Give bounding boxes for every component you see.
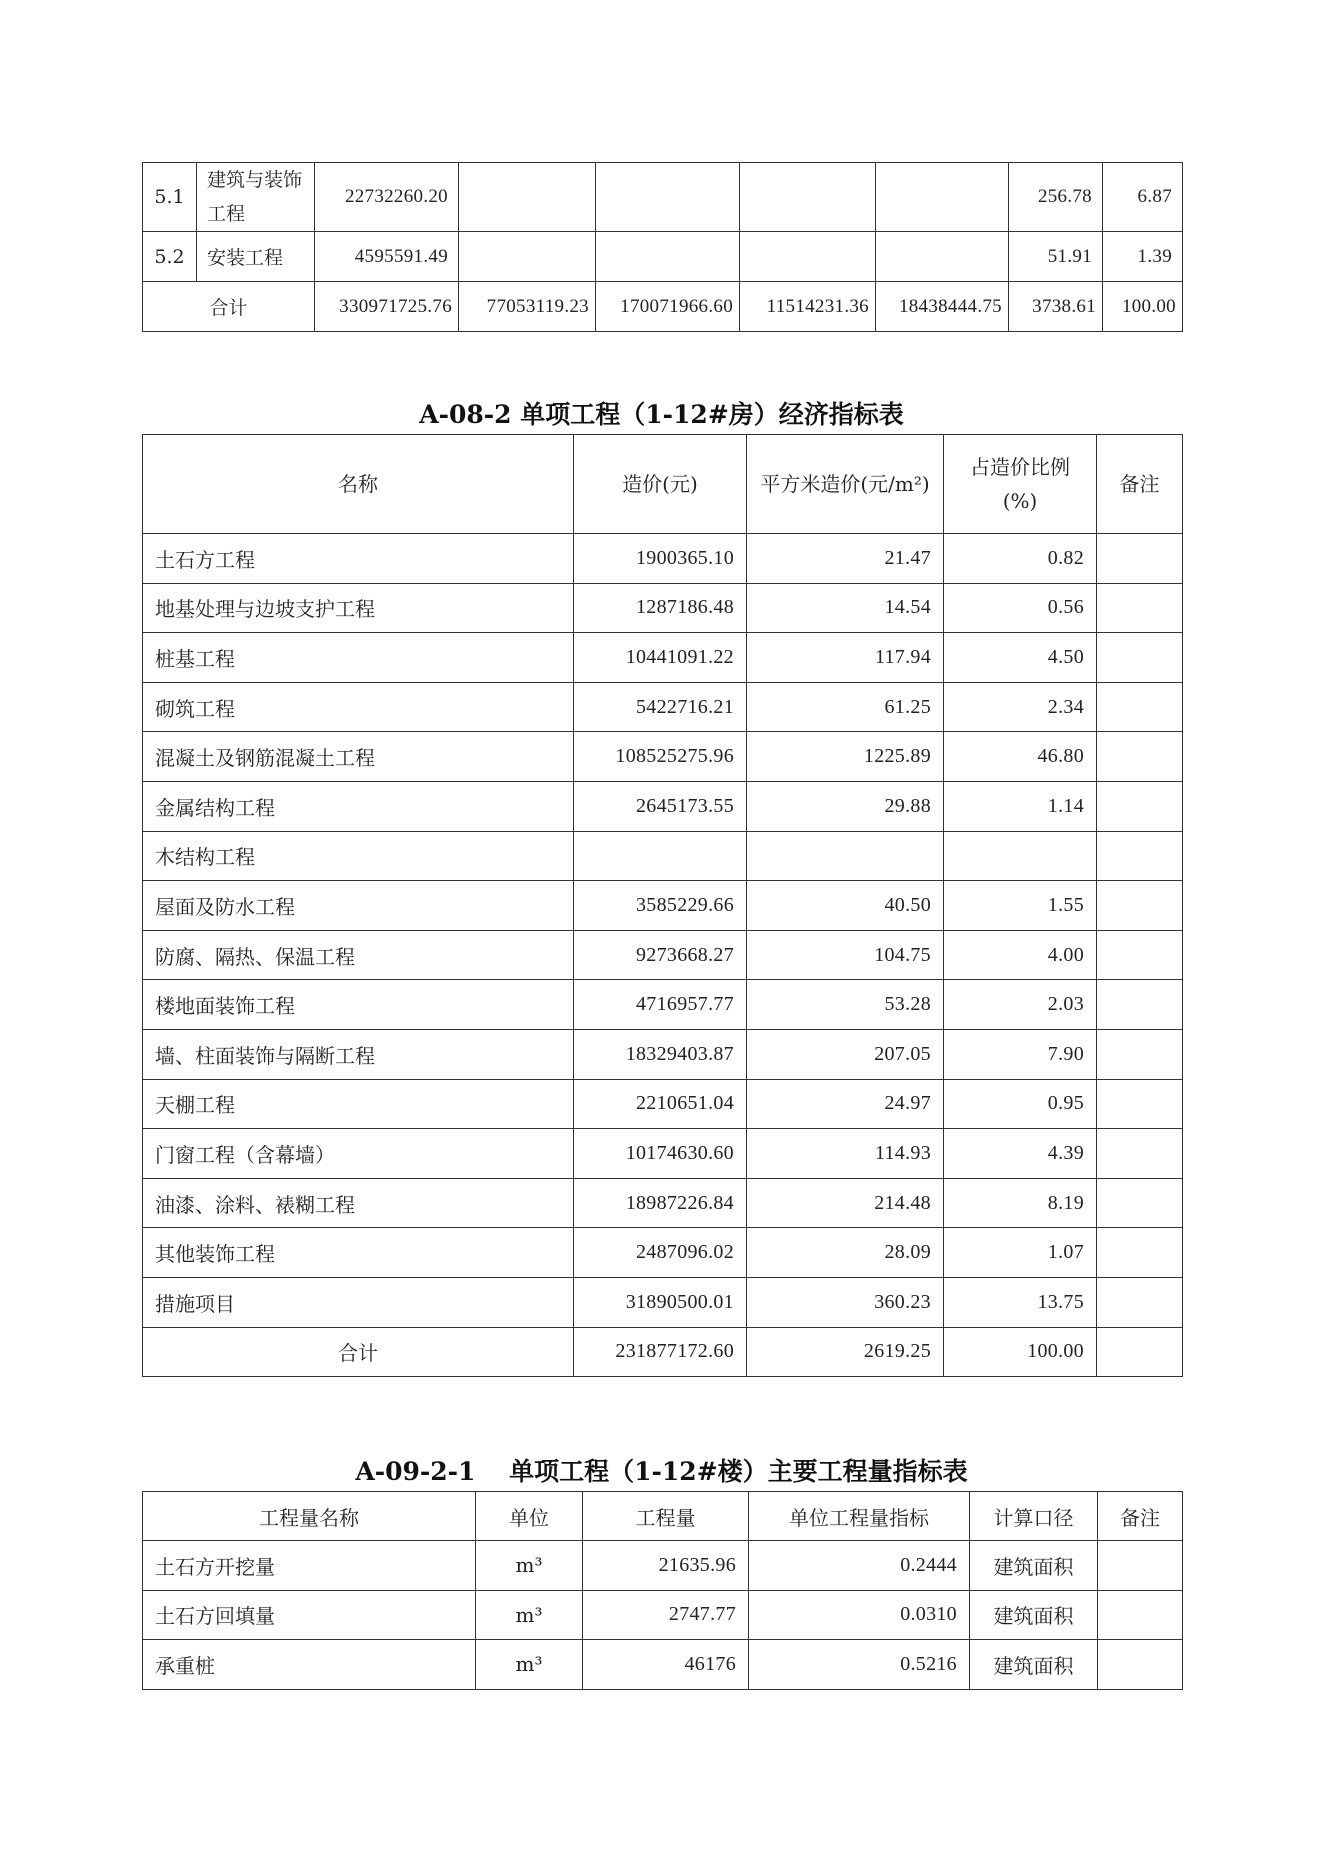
table-row: [143, 831, 1183, 881]
table-row: [143, 633, 1183, 683]
total-value: 77053119.23: [459, 282, 596, 332]
ratio-value: 7.90: [944, 1029, 1097, 1079]
table-row: [143, 163, 1183, 232]
table-title-a09-2-1: A-09-2-1 单项工程（1-12#楼）主要工程量指标表: [355, 1457, 968, 1486]
unit-cell: m³: [476, 1590, 583, 1640]
header-quantity-name: 工程量名称: [143, 1492, 476, 1541]
ratio-value: 2.03: [944, 980, 1097, 1030]
item-name: 措施项目: [143, 1277, 574, 1327]
item-name: 楼地面装饰工程: [143, 980, 574, 1030]
cost-value: 10174630.60: [574, 1129, 747, 1179]
cost-value: 108525275.96: [574, 732, 747, 782]
item-name: 屋面及防水工程: [143, 881, 574, 931]
cell-value: 256.78: [1009, 163, 1103, 232]
table-row: [143, 583, 1183, 633]
cell-value: [740, 232, 876, 282]
total-value: 330971725.76: [315, 282, 459, 332]
basis-cell: 建筑面积: [970, 1541, 1098, 1591]
cell-value: 22732260.20: [315, 163, 459, 232]
ratio-value: 4.50: [944, 633, 1097, 683]
item-name: 地基处理与边坡支护工程: [143, 583, 574, 633]
ratio-value: 2.34: [944, 682, 1097, 732]
header-unit-index: 单位工程量指标: [749, 1492, 970, 1541]
header-unit: 单位: [476, 1492, 583, 1541]
cost-value: 5422716.21: [574, 682, 747, 732]
cell-value: [876, 232, 1009, 282]
unit-cost-value: 21.47: [747, 534, 944, 584]
cell-value: [459, 232, 596, 282]
unit-cost-value: 214.48: [747, 1178, 944, 1228]
ratio-value: 1.55: [944, 881, 1097, 931]
ratio-value: 4.39: [944, 1129, 1097, 1179]
remark-cell: [1097, 1327, 1183, 1377]
total-value: 18438444.75: [876, 282, 1009, 332]
remark-cell: [1097, 732, 1183, 782]
table-row: [143, 1541, 1183, 1591]
remark-cell: [1097, 1079, 1183, 1129]
cost-value: 1287186.48: [574, 583, 747, 633]
economic-index-table: [142, 434, 1183, 1377]
remark-cell: [1098, 1590, 1183, 1640]
ratio-value: 0.82: [944, 534, 1097, 584]
item-name: 桩基工程: [143, 633, 574, 683]
quantity-name: 承重桩: [143, 1640, 476, 1690]
header-basis: 计算口径: [970, 1492, 1098, 1541]
unit-cost-value: [747, 831, 944, 881]
quantity-index-table: [142, 1491, 1183, 1690]
table-header-row: [143, 1492, 1183, 1541]
cost-value: 18329403.87: [574, 1029, 747, 1079]
remark-cell: [1097, 633, 1183, 683]
remark-cell: [1097, 1277, 1183, 1327]
unit-cost-value: 117.94: [747, 633, 944, 683]
unit-cost-value: 207.05: [747, 1029, 944, 1079]
quantity-name: 土石方回填量: [143, 1590, 476, 1640]
unit-cost-value: 114.93: [747, 1129, 944, 1179]
cell-value: 51.91: [1009, 232, 1103, 282]
remark-cell: [1097, 881, 1183, 931]
total-value: 100.00: [1103, 282, 1183, 332]
table-row: [143, 1129, 1183, 1179]
cost-value: 2210651.04: [574, 1079, 747, 1129]
item-name: 木结构工程: [143, 831, 574, 881]
header-cost: 造价(元): [574, 435, 747, 534]
remark-cell: [1097, 1029, 1183, 1079]
cost-value: 2487096.02: [574, 1228, 747, 1278]
quantity-name: 土石方开挖量: [143, 1541, 476, 1591]
table-row: [143, 1228, 1183, 1278]
table-row: [143, 781, 1183, 831]
cell-value: [876, 163, 1009, 232]
total-row: [143, 282, 1183, 332]
item-name: 安装工程: [197, 232, 315, 282]
unit-index-value: 0.2444: [749, 1541, 970, 1591]
item-name: 油漆、涂料、裱糊工程: [143, 1178, 574, 1228]
item-name: 土石方工程: [143, 534, 574, 584]
unit-cost-value: 40.50: [747, 881, 944, 931]
item-name: 混凝土及钢筋混凝土工程: [143, 732, 574, 782]
quantity-value: 2747.77: [583, 1590, 749, 1640]
table-row: [143, 534, 1183, 584]
table-row: [143, 1590, 1183, 1640]
total-value: 170071966.60: [596, 282, 740, 332]
remark-cell: [1097, 534, 1183, 584]
item-name: 墙、柱面装饰与隔断工程: [143, 1029, 574, 1079]
unit-cost-value: 61.25: [747, 682, 944, 732]
ratio-value: 13.75: [944, 1277, 1097, 1327]
remark-cell: [1098, 1541, 1183, 1591]
remark-cell: [1097, 831, 1183, 881]
total-value: 11514231.36: [740, 282, 876, 332]
header-quantity: 工程量: [583, 1492, 749, 1541]
table-row: [143, 232, 1183, 282]
cost-value: 9273668.27: [574, 930, 747, 980]
unit-cell: m³: [476, 1640, 583, 1690]
cost-value: 10441091.22: [574, 633, 747, 683]
total-label: 合计: [143, 1327, 574, 1377]
unit-index-value: 0.0310: [749, 1590, 970, 1640]
ratio-value: [944, 831, 1097, 881]
remark-cell: [1097, 1129, 1183, 1179]
remark-cell: [1097, 583, 1183, 633]
ratio-value: 0.95: [944, 1079, 1097, 1129]
cost-value: 4716957.77: [574, 980, 747, 1030]
unit-cost-value: 53.28: [747, 980, 944, 1030]
basis-cell: 建筑面积: [970, 1590, 1098, 1640]
table-row: [143, 732, 1183, 782]
quantity-value: 21635.96: [583, 1541, 749, 1591]
cell-value: 1.39: [1103, 232, 1183, 282]
cell-value: [459, 163, 596, 232]
remark-cell: [1097, 1178, 1183, 1228]
cost-summary-table-fragment: [142, 162, 1183, 332]
unit-cost-value: 24.97: [747, 1079, 944, 1129]
item-name: 金属结构工程: [143, 781, 574, 831]
total-unit-cost: 2619.25: [747, 1327, 944, 1377]
table-row: [143, 1277, 1183, 1327]
table-row: [143, 930, 1183, 980]
total-value: 3738.61: [1009, 282, 1103, 332]
cost-value: 31890500.01: [574, 1277, 747, 1327]
ratio-value: 1.07: [944, 1228, 1097, 1278]
table-row: [143, 881, 1183, 931]
remark-cell: [1097, 781, 1183, 831]
cost-value: 1900365.10: [574, 534, 747, 584]
ratio-value: 4.00: [944, 930, 1097, 980]
cell-value: 4595591.49: [315, 232, 459, 282]
cell-value: [596, 232, 740, 282]
item-number: 5.1: [143, 163, 197, 232]
table-row: [143, 1029, 1183, 1079]
remark-cell: [1098, 1640, 1183, 1690]
remark-cell: [1097, 980, 1183, 1030]
cell-value: 6.87: [1103, 163, 1183, 232]
cost-value: 3585229.66: [574, 881, 747, 931]
table-row: [143, 682, 1183, 732]
cell-value: [740, 163, 876, 232]
table-title-a08-2: A-08-2 单项工程（1-12#房）经济指标表: [419, 400, 904, 429]
total-label: 合计: [143, 282, 315, 332]
cost-value: 18987226.84: [574, 1178, 747, 1228]
unit-cost-value: 14.54: [747, 583, 944, 633]
item-number: 5.2: [143, 232, 197, 282]
table-row: [143, 980, 1183, 1030]
cell-value: [596, 163, 740, 232]
cost-value: [574, 831, 747, 881]
unit-cost-value: 1225.89: [747, 732, 944, 782]
total-row: [143, 1327, 1183, 1377]
ratio-value: 0.56: [944, 583, 1097, 633]
ratio-value: 46.80: [944, 732, 1097, 782]
basis-cell: 建筑面积: [970, 1640, 1098, 1690]
unit-cost-value: 360.23: [747, 1277, 944, 1327]
cost-value: 2645173.55: [574, 781, 747, 831]
header-remark: 备注: [1097, 435, 1183, 534]
unit-cost-value: 104.75: [747, 930, 944, 980]
remark-cell: [1097, 1228, 1183, 1278]
item-name: 门窗工程（含幕墙）: [143, 1129, 574, 1179]
header-remark: 备注: [1098, 1492, 1183, 1541]
table-row: [143, 1079, 1183, 1129]
item-name: 建筑与装饰工程: [197, 163, 315, 232]
remark-cell: [1097, 682, 1183, 732]
quantity-value: 46176: [583, 1640, 749, 1690]
total-ratio: 100.00: [944, 1327, 1097, 1377]
ratio-value: 8.19: [944, 1178, 1097, 1228]
item-name: 天棚工程: [143, 1079, 574, 1129]
unit-cost-value: 28.09: [747, 1228, 944, 1278]
table-row: [143, 1178, 1183, 1228]
total-cost: 231877172.60: [574, 1327, 747, 1377]
unit-cell: m³: [476, 1541, 583, 1591]
item-name: 其他装饰工程: [143, 1228, 574, 1278]
ratio-value: 1.14: [944, 781, 1097, 831]
item-name: 防腐、隔热、保温工程: [143, 930, 574, 980]
remark-cell: [1097, 930, 1183, 980]
unit-index-value: 0.5216: [749, 1640, 970, 1690]
header-ratio: 占造价比例(%): [944, 435, 1097, 534]
table-header-row: [143, 435, 1183, 534]
unit-cost-value: 29.88: [747, 781, 944, 831]
header-unit-cost: 平方米造价(元/m²): [747, 435, 944, 534]
header-name: 名称: [143, 435, 574, 534]
table-row: [143, 1640, 1183, 1690]
item-name: 砌筑工程: [143, 682, 574, 732]
